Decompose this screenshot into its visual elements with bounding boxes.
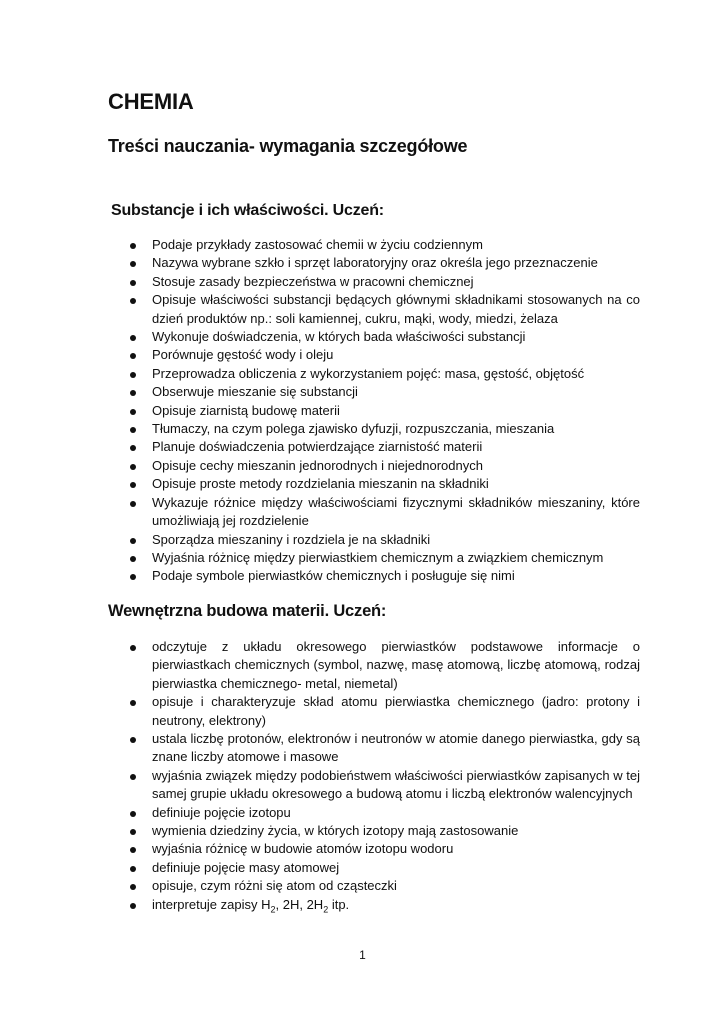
list-item [130,494,640,531]
list-item-text: Sporządza mieszaniny i rozdziela je na składniki [152,531,431,547]
page-title: CHEMIA [108,89,194,114]
bullet-icon [130,482,136,488]
formula-subscript-2: 2 [323,904,329,915]
list-item [130,859,640,877]
requirements-list-substances [130,236,640,586]
list-item-text: ustala liczbę protonów, elektronów i neutronów w atomie danego pierwiastka, gdy są znane liczby atomowe i masowe [152,731,640,765]
list-item [130,531,640,549]
list-item-text: Obserwuje mieszanie się substancji [152,384,358,400]
list-item [130,567,640,585]
formula-subscript-1: 2 [270,904,276,915]
bullet-icon [130,829,136,835]
list-item [130,840,640,858]
bullet-icon [130,556,136,562]
list-item-text: opisuje i charakteryzuje skład atomu pierwiastka chemicznego (jadro: protony i neutrony, elektrony) [152,694,640,728]
list-item-text: Porównuje gęstość wody i oleju [152,347,334,363]
bullet-icon [130,445,136,451]
formula-prefix: interpretuje zapisy H [152,896,271,912]
bullet-icon [130,390,136,396]
list-item-text: definiuje pojęcie izotopu [152,804,291,820]
bullet-icon [130,884,136,890]
list-item [130,457,640,475]
bullet-icon [130,700,136,706]
bullet-icon [130,774,136,780]
bullet-icon [130,903,136,909]
bullet-icon [130,335,136,341]
list-item-text: Opisuje cechy mieszanin jednorodnych i niejednorodnych [152,457,483,473]
page-number: 1 [359,948,366,962]
list-item [130,254,640,272]
section-heading-substances: Substancje i ich właściwości. Uczeń: [111,202,384,219]
list-item-text: definiuje pojęcie masy atomowej [152,859,340,875]
list-item-text: Stosuje zasady bezpieczeństwa w pracowni chemicznej [152,273,474,289]
section-heading-matter-structure: Wewnętrzna budowa materii. Uczeń: [108,602,387,620]
list-item [130,822,640,840]
bullet-icon [130,243,136,249]
list-item [130,346,640,364]
formula-suffix: itp. [328,896,350,912]
list-item-text: Podaje symbole pierwiastków chemicznych i posługuje się nimi [152,568,515,584]
bullet-icon [130,298,136,304]
list-item-text: wyjaśnia związek między podobieństwem właściwości pierwiastków zapisanych w tej samej grupie układu okresowego a budową atomu i liczbą elektronów walencyjnych [152,767,640,802]
list-item-text: Opisuje ziarnistą budowę materii [152,402,340,418]
bullet-icon [130,372,136,378]
bullet-icon [130,847,136,853]
bullet-icon [130,538,136,544]
list-item-text: Tłumaczy, na czym polega zjawisko dyfuzji, rozpuszczania, mieszania [152,421,555,437]
bullet-icon [130,501,136,507]
list-item [130,549,640,567]
bullet-icon [130,866,136,872]
bullet-icon [130,409,136,415]
list-item [130,804,640,822]
list-item [130,475,640,493]
list-item-text: wymienia dziedziny życia, w których izotopy mają zastosowanie [152,823,519,839]
page-subtitle: Treści nauczania- wymagania szczegółowe [108,136,468,156]
list-item [130,438,640,456]
bullet-icon [130,353,136,359]
list-item-text: wyjaśnia różnicę w budowie atomów izotopu wodoru [152,841,454,857]
list-item-text: Przeprowadza obliczenia z wykorzystaniem pojęć: masa, gęstość, objętość [152,365,585,381]
list-item [130,291,640,328]
list-item [130,236,640,254]
list-item [130,877,640,895]
list-item-text: Opisuje proste metody rozdzielania mieszanin na składniki [152,476,489,492]
list-item [130,638,640,693]
list-item-text: Wykazuje różnice między właściwościami fizycznymi składników mieszaniny, które umożliwiają jej rozdzielenie [152,494,640,529]
list-item [130,420,640,438]
list-item-text-formula [152,896,350,915]
list-item [130,328,640,346]
list-item-text: Nazywa wybrane szkło i sprzęt laboratoryjny oraz określa jego przeznaczenie [152,255,598,271]
bullet-icon [130,280,136,286]
bullet-icon [130,427,136,433]
list-item [130,365,640,383]
list-item [130,896,640,919]
formula-middle: , 2H, 2H [275,896,324,912]
list-item [130,402,640,420]
bullet-icon [130,464,136,470]
list-item [130,693,640,730]
list-item [130,383,640,401]
list-item-text: opisuje, czym różni się atom od cząsteczki [152,878,397,894]
bullet-icon [130,645,136,651]
list-item-text: Podaje przykłady zastosować chemii w życiu codziennym [152,237,483,252]
bullet-icon [130,811,136,817]
list-item-text: Opisuje właściwości substancji będących głównymi składnikami stosowanych na co dzień produktów np.: soli kamiennej, cukru, mąki, wody, miedzi, żelaza [152,292,640,326]
list-item [130,767,640,804]
bullet-icon [130,574,136,580]
list-item-text: odczytuje z układu okresowego pierwiastków podstawowe informacje o pierwiastkach chemicznych (symbol, nazwę, masę atomową, liczbę atomową, rodzaj pierwiastka chemicznego- metal, niemetal) [152,639,640,691]
bullet-icon [130,261,136,267]
list-item [130,273,640,291]
requirements-list-matter-structure [130,638,640,919]
list-item-text: Wyjaśnia różnicę między pierwiastkiem chemicznym a związkiem chemicznym [152,549,604,565]
bullet-icon [130,737,136,743]
list-item [130,730,640,767]
list-item-text: Wykonuje doświadczenia, w których bada właściwości substancji [152,329,526,345]
list-item-text: Planuje doświadczenia potwierdzające ziarnistość materii [152,439,483,455]
